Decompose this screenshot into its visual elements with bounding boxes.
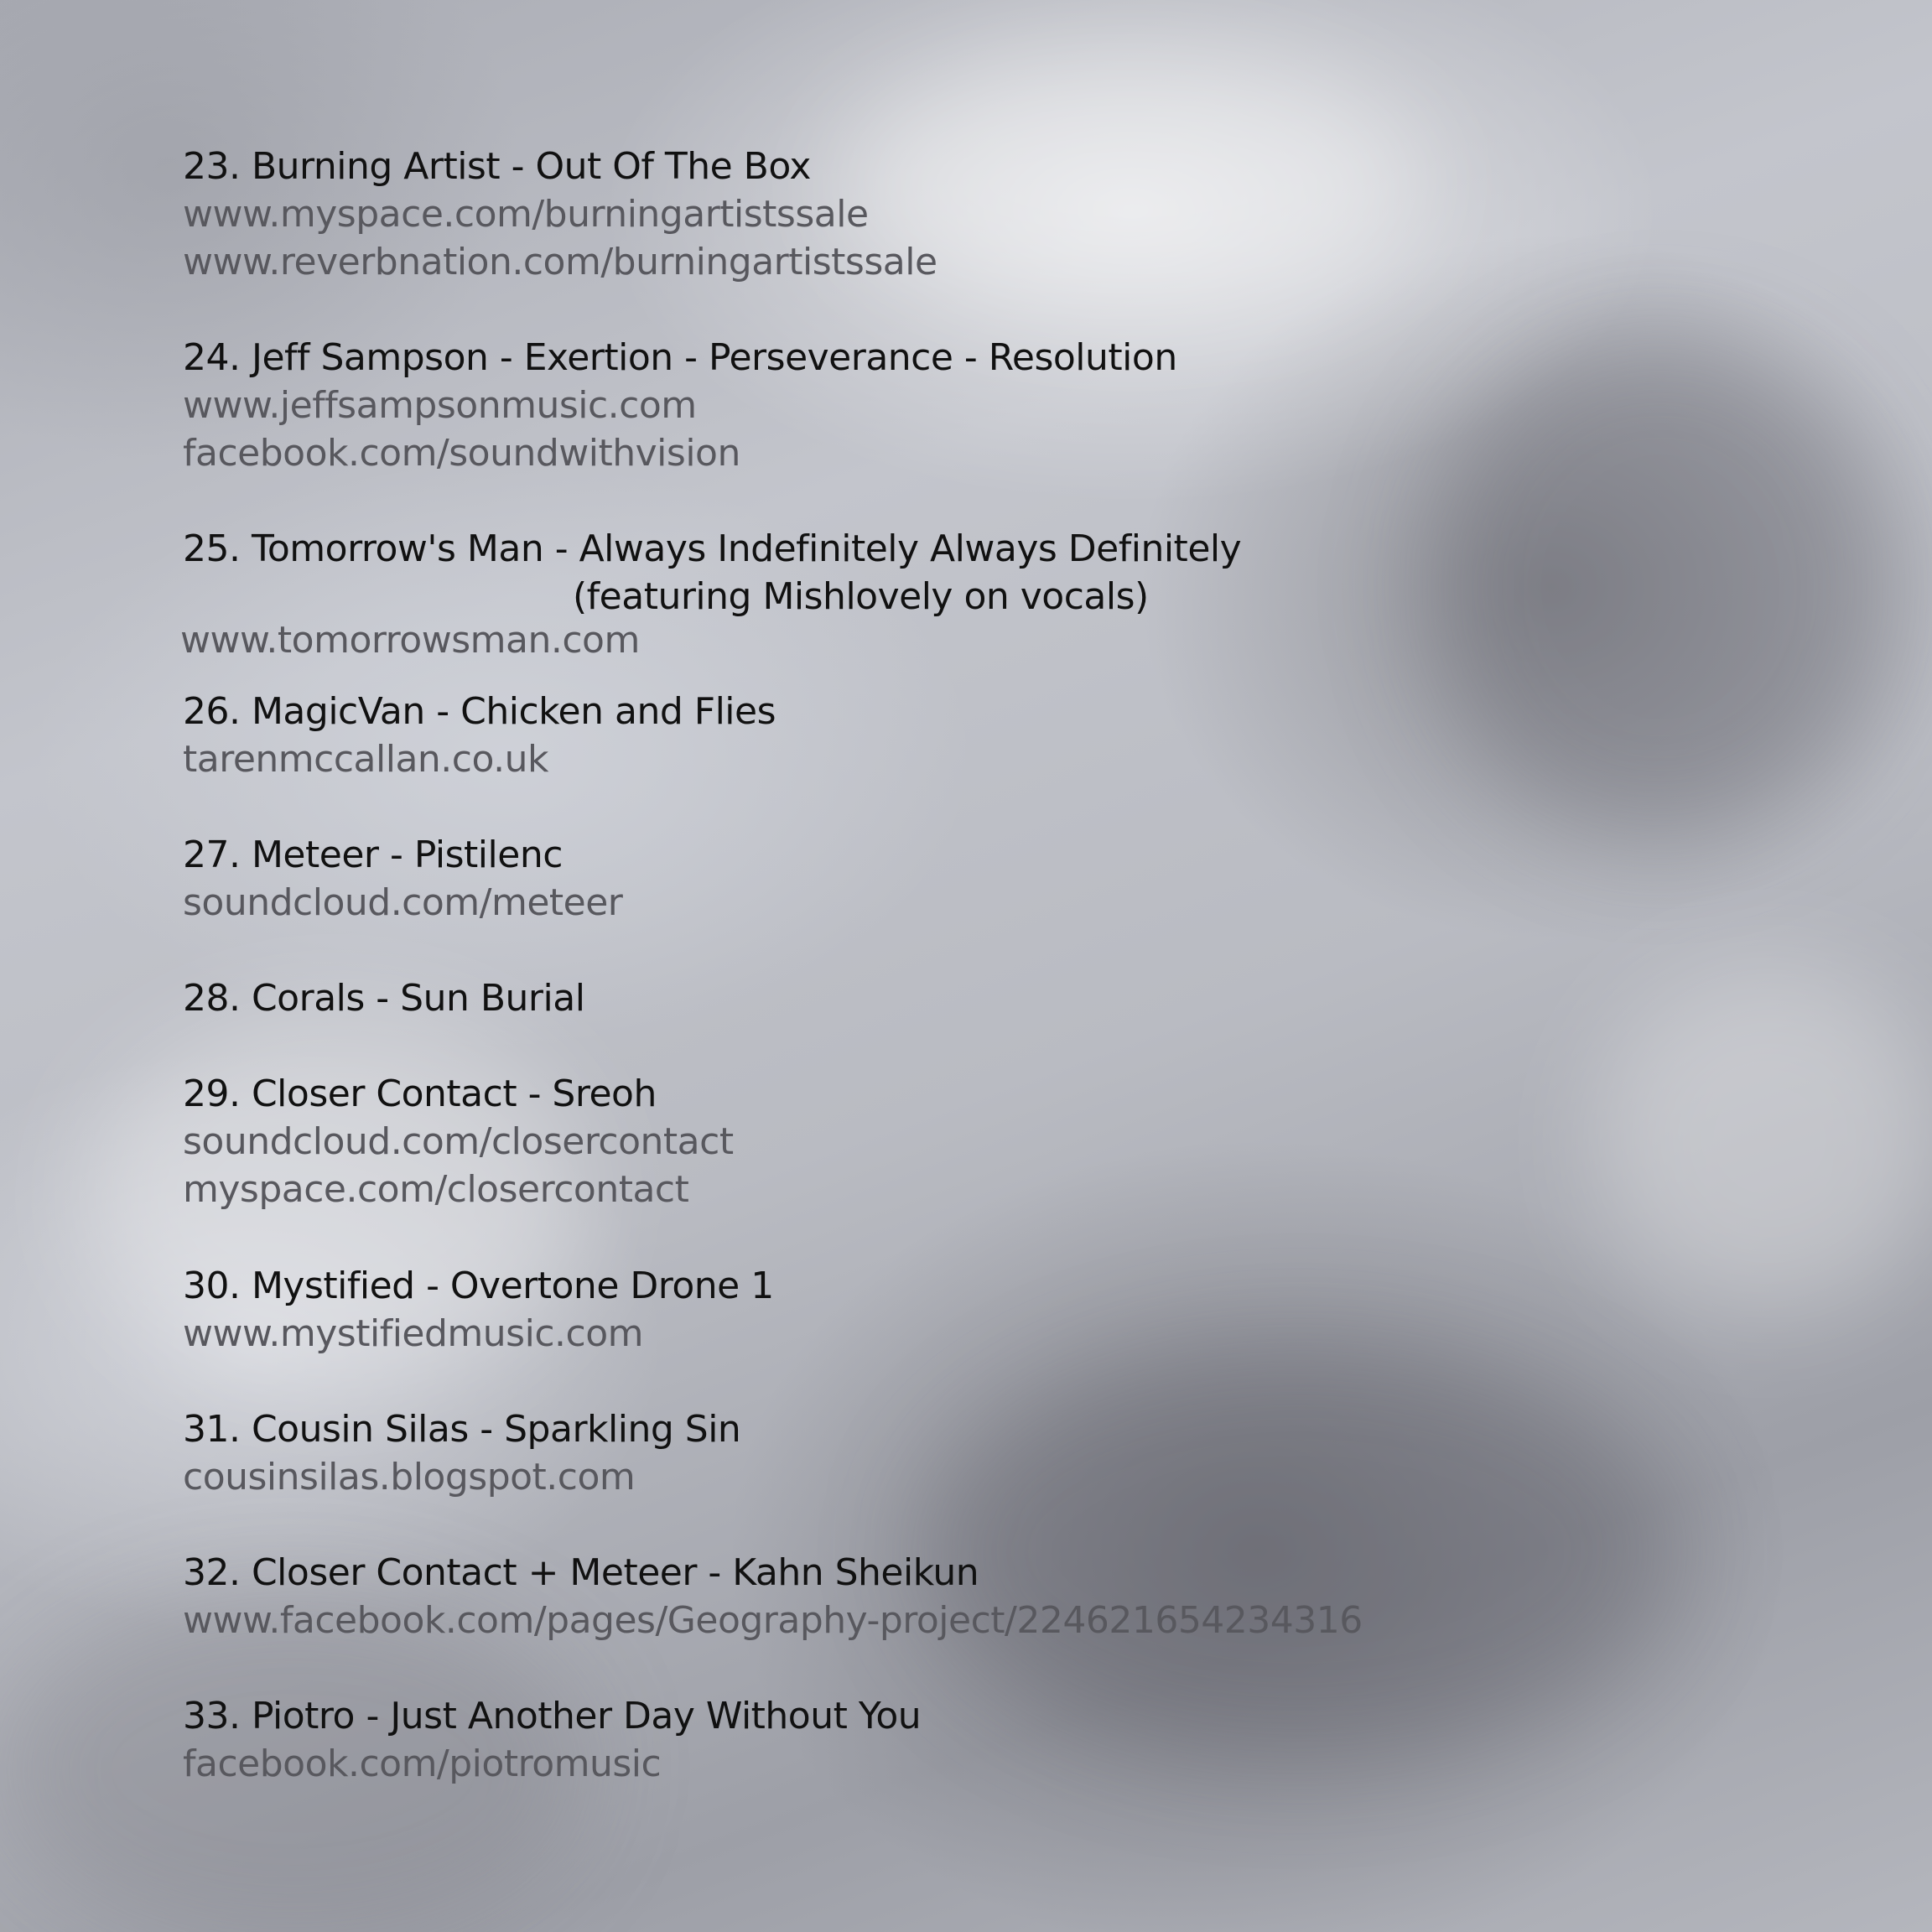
track-link: cousinsilas.blogspot.com: [183, 1456, 636, 1498]
track-subtitle: (featuring Mishlovely on vocals): [573, 575, 1149, 618]
cloud-highlight: [1593, 964, 1932, 1317]
track-link: www.myspace.com/burningartistssale: [183, 193, 869, 236]
track-title: 33. Piotro - Just Another Day Without You: [183, 1695, 922, 1737]
track-link: www.tomorrowsman.com: [180, 619, 640, 662]
track-title: 30. Mystified - Overtone Drone 1: [183, 1265, 774, 1307]
track-title: 31. Cousin Silas - Sparkling Sin: [183, 1408, 741, 1451]
track-entry: [183, 974, 584, 1022]
track-entry: [183, 334, 1177, 477]
track-link: soundcloud.com/meteer: [183, 881, 623, 924]
track-entry: [183, 831, 622, 927]
track-entry: [183, 1070, 734, 1213]
track-title: 24. Jeff Sampson - Exertion - Perseverance - Resolution: [183, 336, 1177, 379]
track-title: 29. Closer Contact - Sreoh: [183, 1072, 657, 1115]
track-entry: [183, 143, 937, 286]
track-title: 28. Corals - Sun Burial: [183, 977, 585, 1020]
track-link: soundcloud.com/closercontact: [183, 1120, 734, 1163]
track-title: 27. Meteer - Pistilenc: [183, 834, 563, 876]
track-title: 26. MagicVan - Chicken and Flies: [183, 690, 776, 733]
track-title: 23. Burning Artist - Out Of The Box: [183, 145, 811, 188]
track-entry: [183, 1262, 774, 1358]
track-link: facebook.com/soundwithvision: [183, 432, 740, 475]
track-title: 25. Tomorrow's Man - Always Indefinitely Always Definitely: [183, 527, 1242, 570]
track-entry: [183, 1405, 740, 1501]
track-entry: [183, 688, 776, 783]
track-link: facebook.com/piotromusic: [183, 1742, 662, 1785]
track-link: www.jeffsampsonmusic.com: [183, 384, 697, 427]
track-title: 32. Closer Contact + Meteer - Kahn Sheikun: [183, 1551, 979, 1594]
track-entry: [183, 1549, 1363, 1644]
cloud-shadow: [1426, 335, 1895, 839]
track-link: www.facebook.com/pages/Geography-project/224621654234316: [183, 1599, 1363, 1642]
track-entry: [180, 525, 1242, 662]
track-link: tarenmccallan.co.uk: [183, 738, 548, 781]
track-link: www.reverbnation.com/burningartistssale: [183, 241, 937, 283]
track-link: www.mystifiedmusic.com: [183, 1312, 643, 1355]
track-link: myspace.com/closercontact: [183, 1168, 689, 1211]
track-entry: [183, 1692, 921, 1788]
